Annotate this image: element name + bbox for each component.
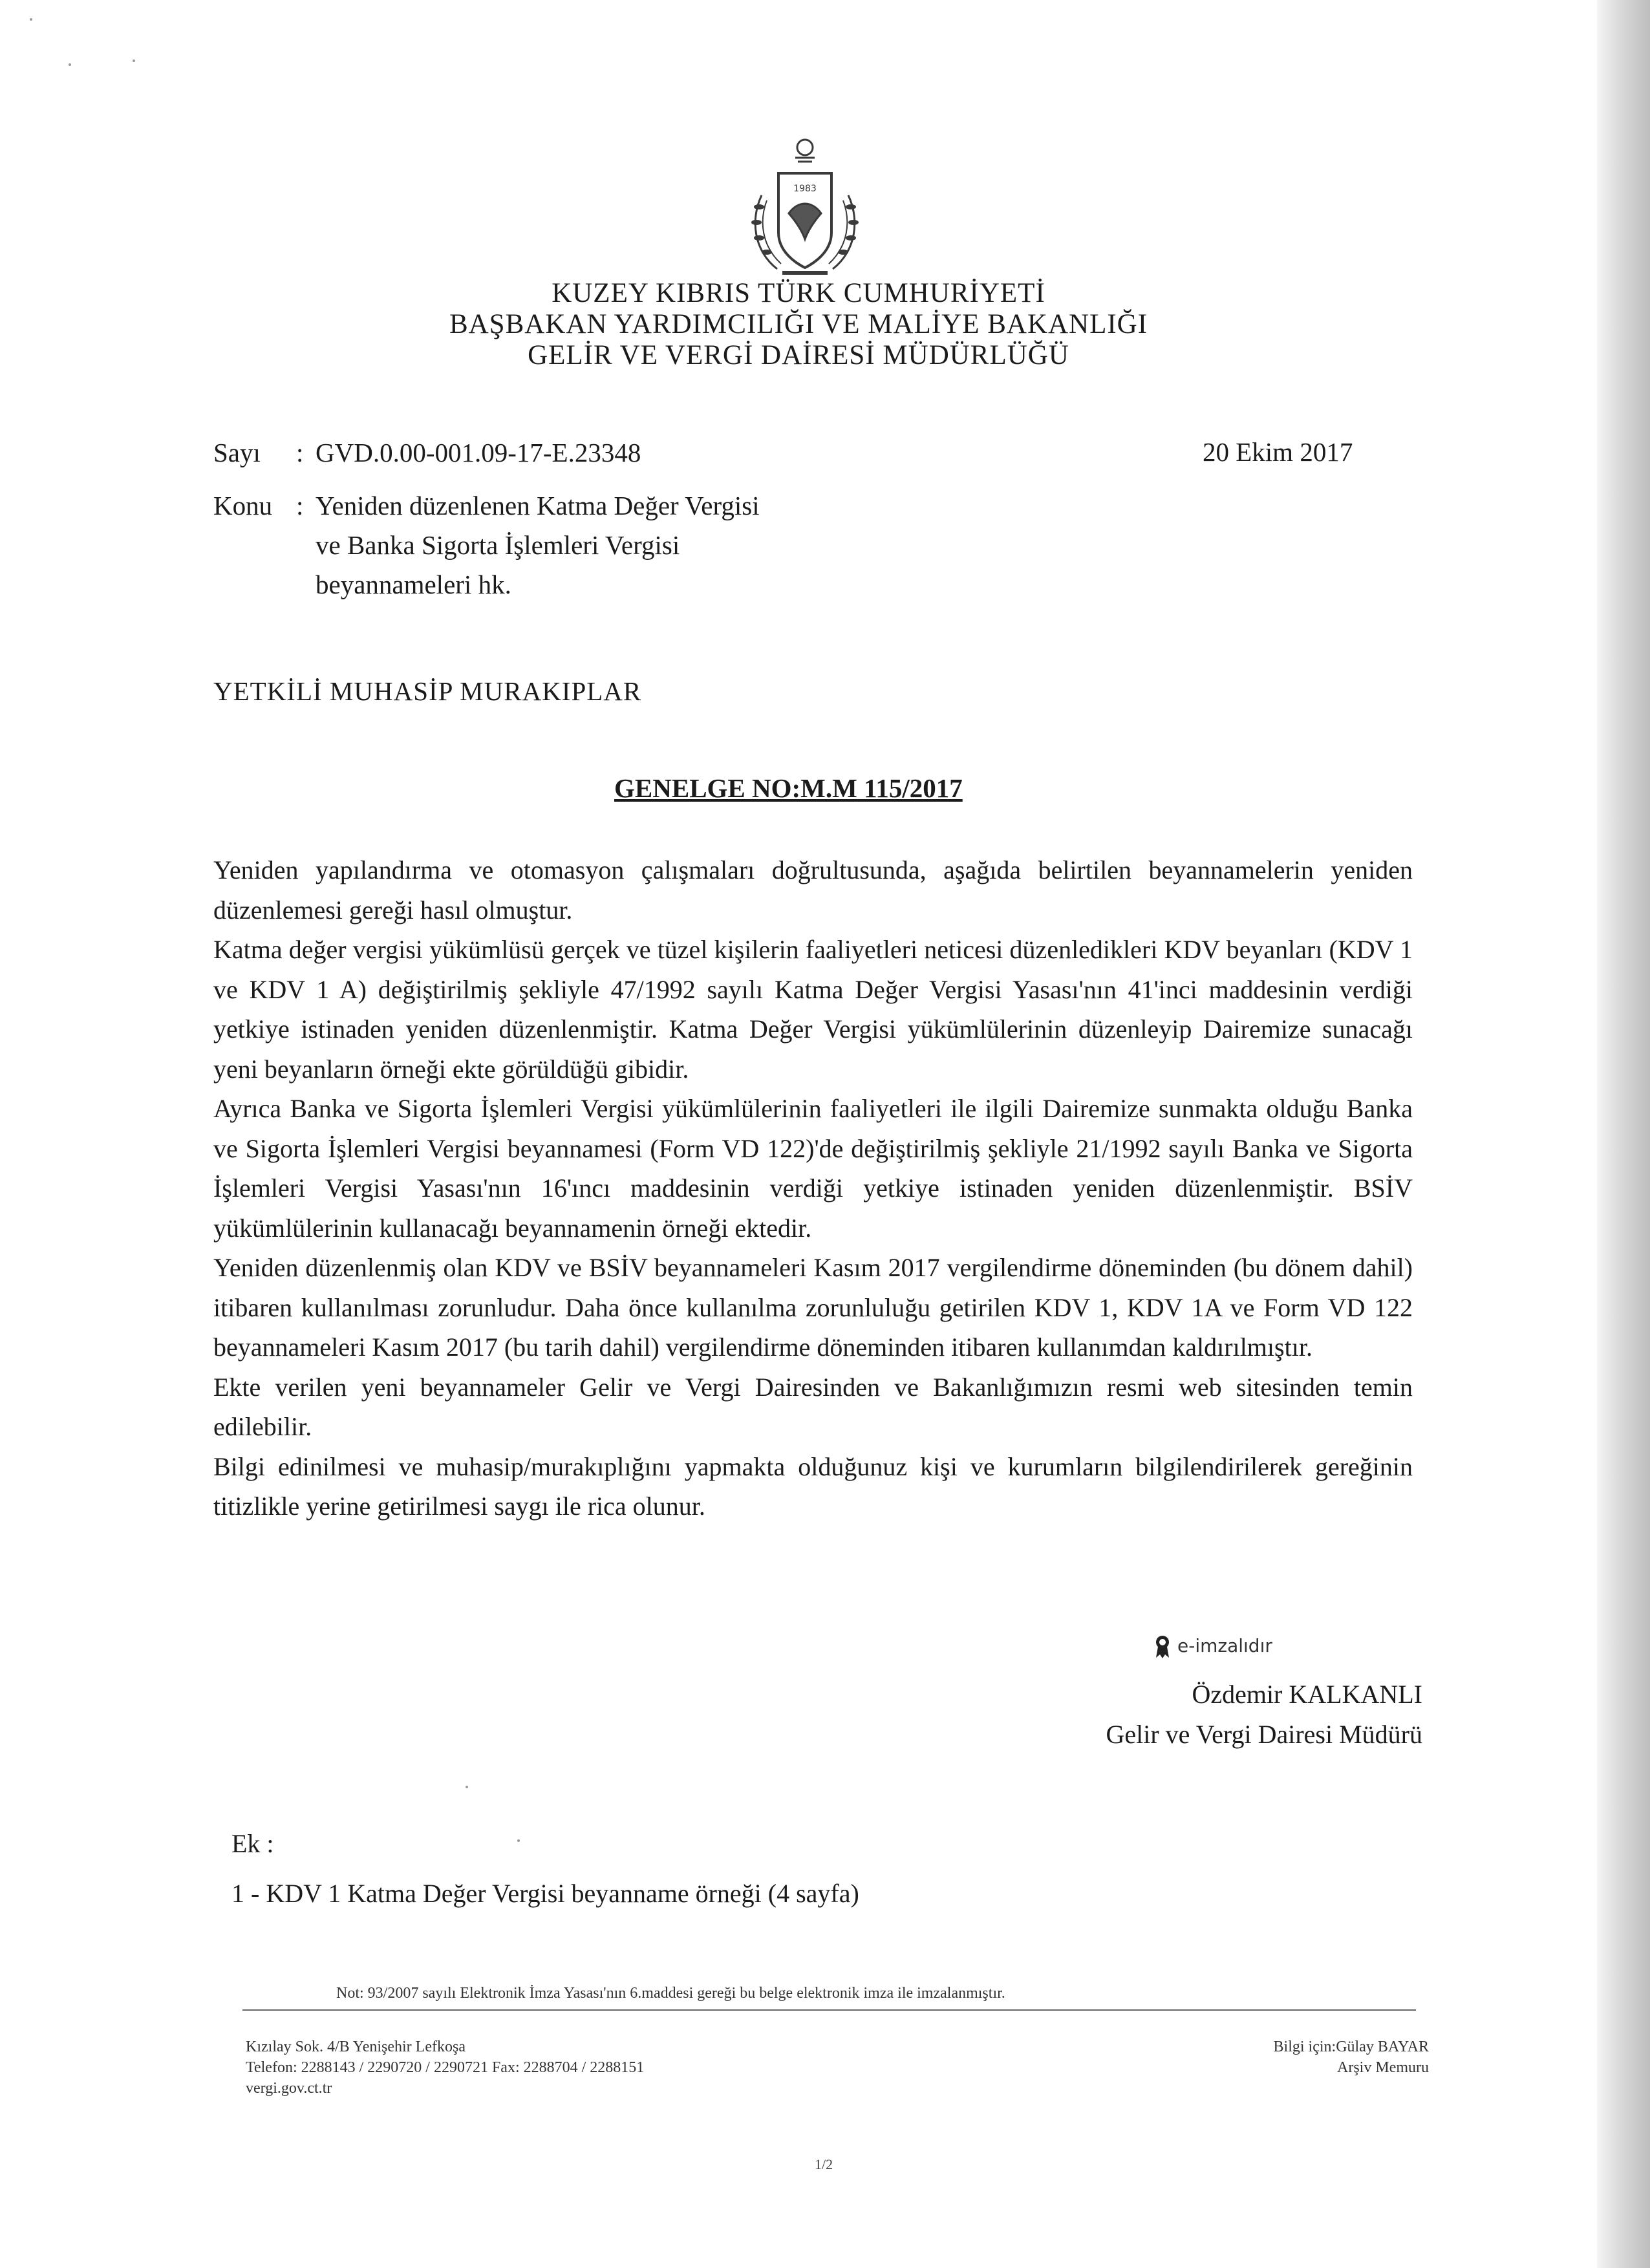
footer-address: Kızılay Sok. 4/B Yenişehir Lefkoşa	[246, 2038, 466, 2055]
scan-page-edge	[1597, 0, 1650, 2268]
scan-speck	[30, 18, 32, 21]
body-paragraph: Ayrıca Banka ve Sigorta İşlemleri Vergisi yükümlülerinin faaliyetleri ile ilgili Dairemize sunmakta olduğu Banka ve Sigorta İşlemleri Vergisi beyannamesi (Form VD 122)'de değiştirilmiş şekliyle 21/1992 sayılı Banka ve Sigorta İşlemleri Vergisi Yasası'nın 16'ıncı maddesinin verdiği yetkiye istinaden yeniden düzenlenmiştir. BSİV yükümlülerinin kullanacağı beyannamenin örneği ektedir.	[213, 1094, 1413, 1243]
ribbon-seal-icon	[1154, 1634, 1171, 1659]
footer-website: vergi.gov.ct.tr	[246, 2080, 332, 2097]
page-number: 1/2	[815, 2156, 833, 2172]
body-paragraph: Katma değer vergisi yükümlüsü gerçek ve tüzel kişilerin faaliyetleri neticesi düzenledikleri KDV beyanları (KDV 1 ve KDV 1 A) değiştirilmiş şekliyle 47/1992 sayılı Katma Değer Vergisi Yasası'nın 41'inci maddesinin verdiği yetkiye istinaden yeniden düzenlenmiştir. Katma Değer Vergisi yükümlülerinin düzenleyip Dairemize sunacağı yeni beyanların örneği ekte görüldüğü gibidir.	[213, 935, 1413, 1084]
emblem-year: 1983	[793, 184, 817, 194]
e-signature-stamp	[1047, 1629, 1422, 1663]
signatory-title: Gelir ve Vergi Dairesi Müdürü	[1106, 1720, 1422, 1749]
body-paragraph: Yeniden düzenlenmiş olan KDV ve BSİV beyannameleri Kasım 2017 vergilendirme döneminden (bu dönem dahil) itibaren kullanılması zorunludur. Daha önce kullanılma zorunluluğu getirilen KDV 1, KDV 1A ve Form VD 122 beyannameleri Kasım 2017 (bu tarih dahil) vergilendirme döneminden itibaren kullanımdan kaldırılmıştır.	[213, 1253, 1413, 1362]
body-paragraph: Yeniden yapılandırma ve otomasyon çalışmaları doğrultusunda, aşağıda belirtilen beyannamelerin yeniden düzenlemesi gereği hasıl olmuştur.	[213, 855, 1413, 925]
body-paragraph: Bilgi edinilmesi ve muhasip/murakıplığını yapmakta olduğunuz kişi ve kurumların bilgilendirilerek gereğinin titizlikle yerine getirilmesi saygı ile rica olunur.	[213, 1451, 1413, 1521]
footer-divider	[242, 2009, 1416, 2011]
coat-of-arms-emblem	[731, 136, 879, 291]
document-date: 20 Ekim 2017	[1203, 437, 1353, 467]
subject-line-3: beyannameleri hk.	[316, 570, 511, 599]
subject-row	[213, 487, 760, 524]
scan-speck	[466, 1786, 468, 1788]
reference-number-label: Sayı	[213, 438, 261, 467]
e-signature-label: e-imzalıdır	[1177, 1635, 1272, 1656]
addressee: YETKİLİ MUHASİP MURAKIPLAR	[213, 676, 642, 706]
footer-info-contact	[1164, 2037, 1429, 2078]
scan-speck	[517, 1839, 520, 1842]
letterhead-line-3: GELİR VE VERGİ DAİRESİ MÜDÜRLÜĞÜ	[528, 340, 1069, 370]
scan-speck	[69, 63, 71, 66]
reference-number-row	[213, 434, 641, 471]
attachment-item: 1 - KDV 1 Katma Değer Vergisi beyanname örneği (4 sayfa)	[231, 1879, 859, 1908]
letterhead	[0, 278, 1597, 371]
circular-number-heading: GENELGE NO:M.M 115/2017	[614, 773, 963, 803]
attachments-label: Ek :	[231, 1829, 274, 1858]
e-signature-legal-note: Not: 93/2007 sayılı Elektronik İmza Yasası'nın 6.maddesi gereği bu belge elektronik imza ile imzalanmıştır.	[336, 1985, 1005, 2002]
signature-block	[1047, 1629, 1422, 1755]
signatory-name: Özdemir KALKANLI	[1192, 1680, 1422, 1709]
subject-line-2: ve Banka Sigorta İşlemleri Vergisi	[316, 530, 680, 560]
subject-line-1: Yeniden düzenlenen Katma Değer Vergisi	[316, 491, 760, 520]
letterhead-line-2: BAŞBAKAN YARDIMCILIĞI VE MALİYE BAKANLIĞI	[449, 309, 1148, 339]
letter-body	[213, 850, 1413, 1526]
body-paragraph: Ekte verilen yeni beyannameler Gelir ve Vergi Dairesinden ve Bakanlığımızın resmi web sitesinden temin edilebilir.	[213, 1372, 1413, 1441]
subject-label: Konu	[213, 491, 273, 520]
info-contact-role: Arşiv Memuru	[1337, 2059, 1429, 2076]
subject-separator: :	[296, 491, 304, 520]
scan-speck	[133, 59, 135, 62]
footer-phone-fax: Telefon: 2288143 / 2290720 / 2290721 Fax: 2288704 / 2288151	[246, 2059, 645, 2076]
reference-number-separator: :	[296, 438, 304, 467]
reference-number-value: GVD.0.00-001.09-17-E.23348	[316, 438, 641, 467]
footer-contact	[246, 2037, 644, 2099]
letterhead-line-1: KUZEY KIBRIS TÜRK CUMHURİYETİ	[552, 278, 1045, 308]
info-contact-name: Bilgi için:Gülay BAYAR	[1273, 2038, 1429, 2055]
